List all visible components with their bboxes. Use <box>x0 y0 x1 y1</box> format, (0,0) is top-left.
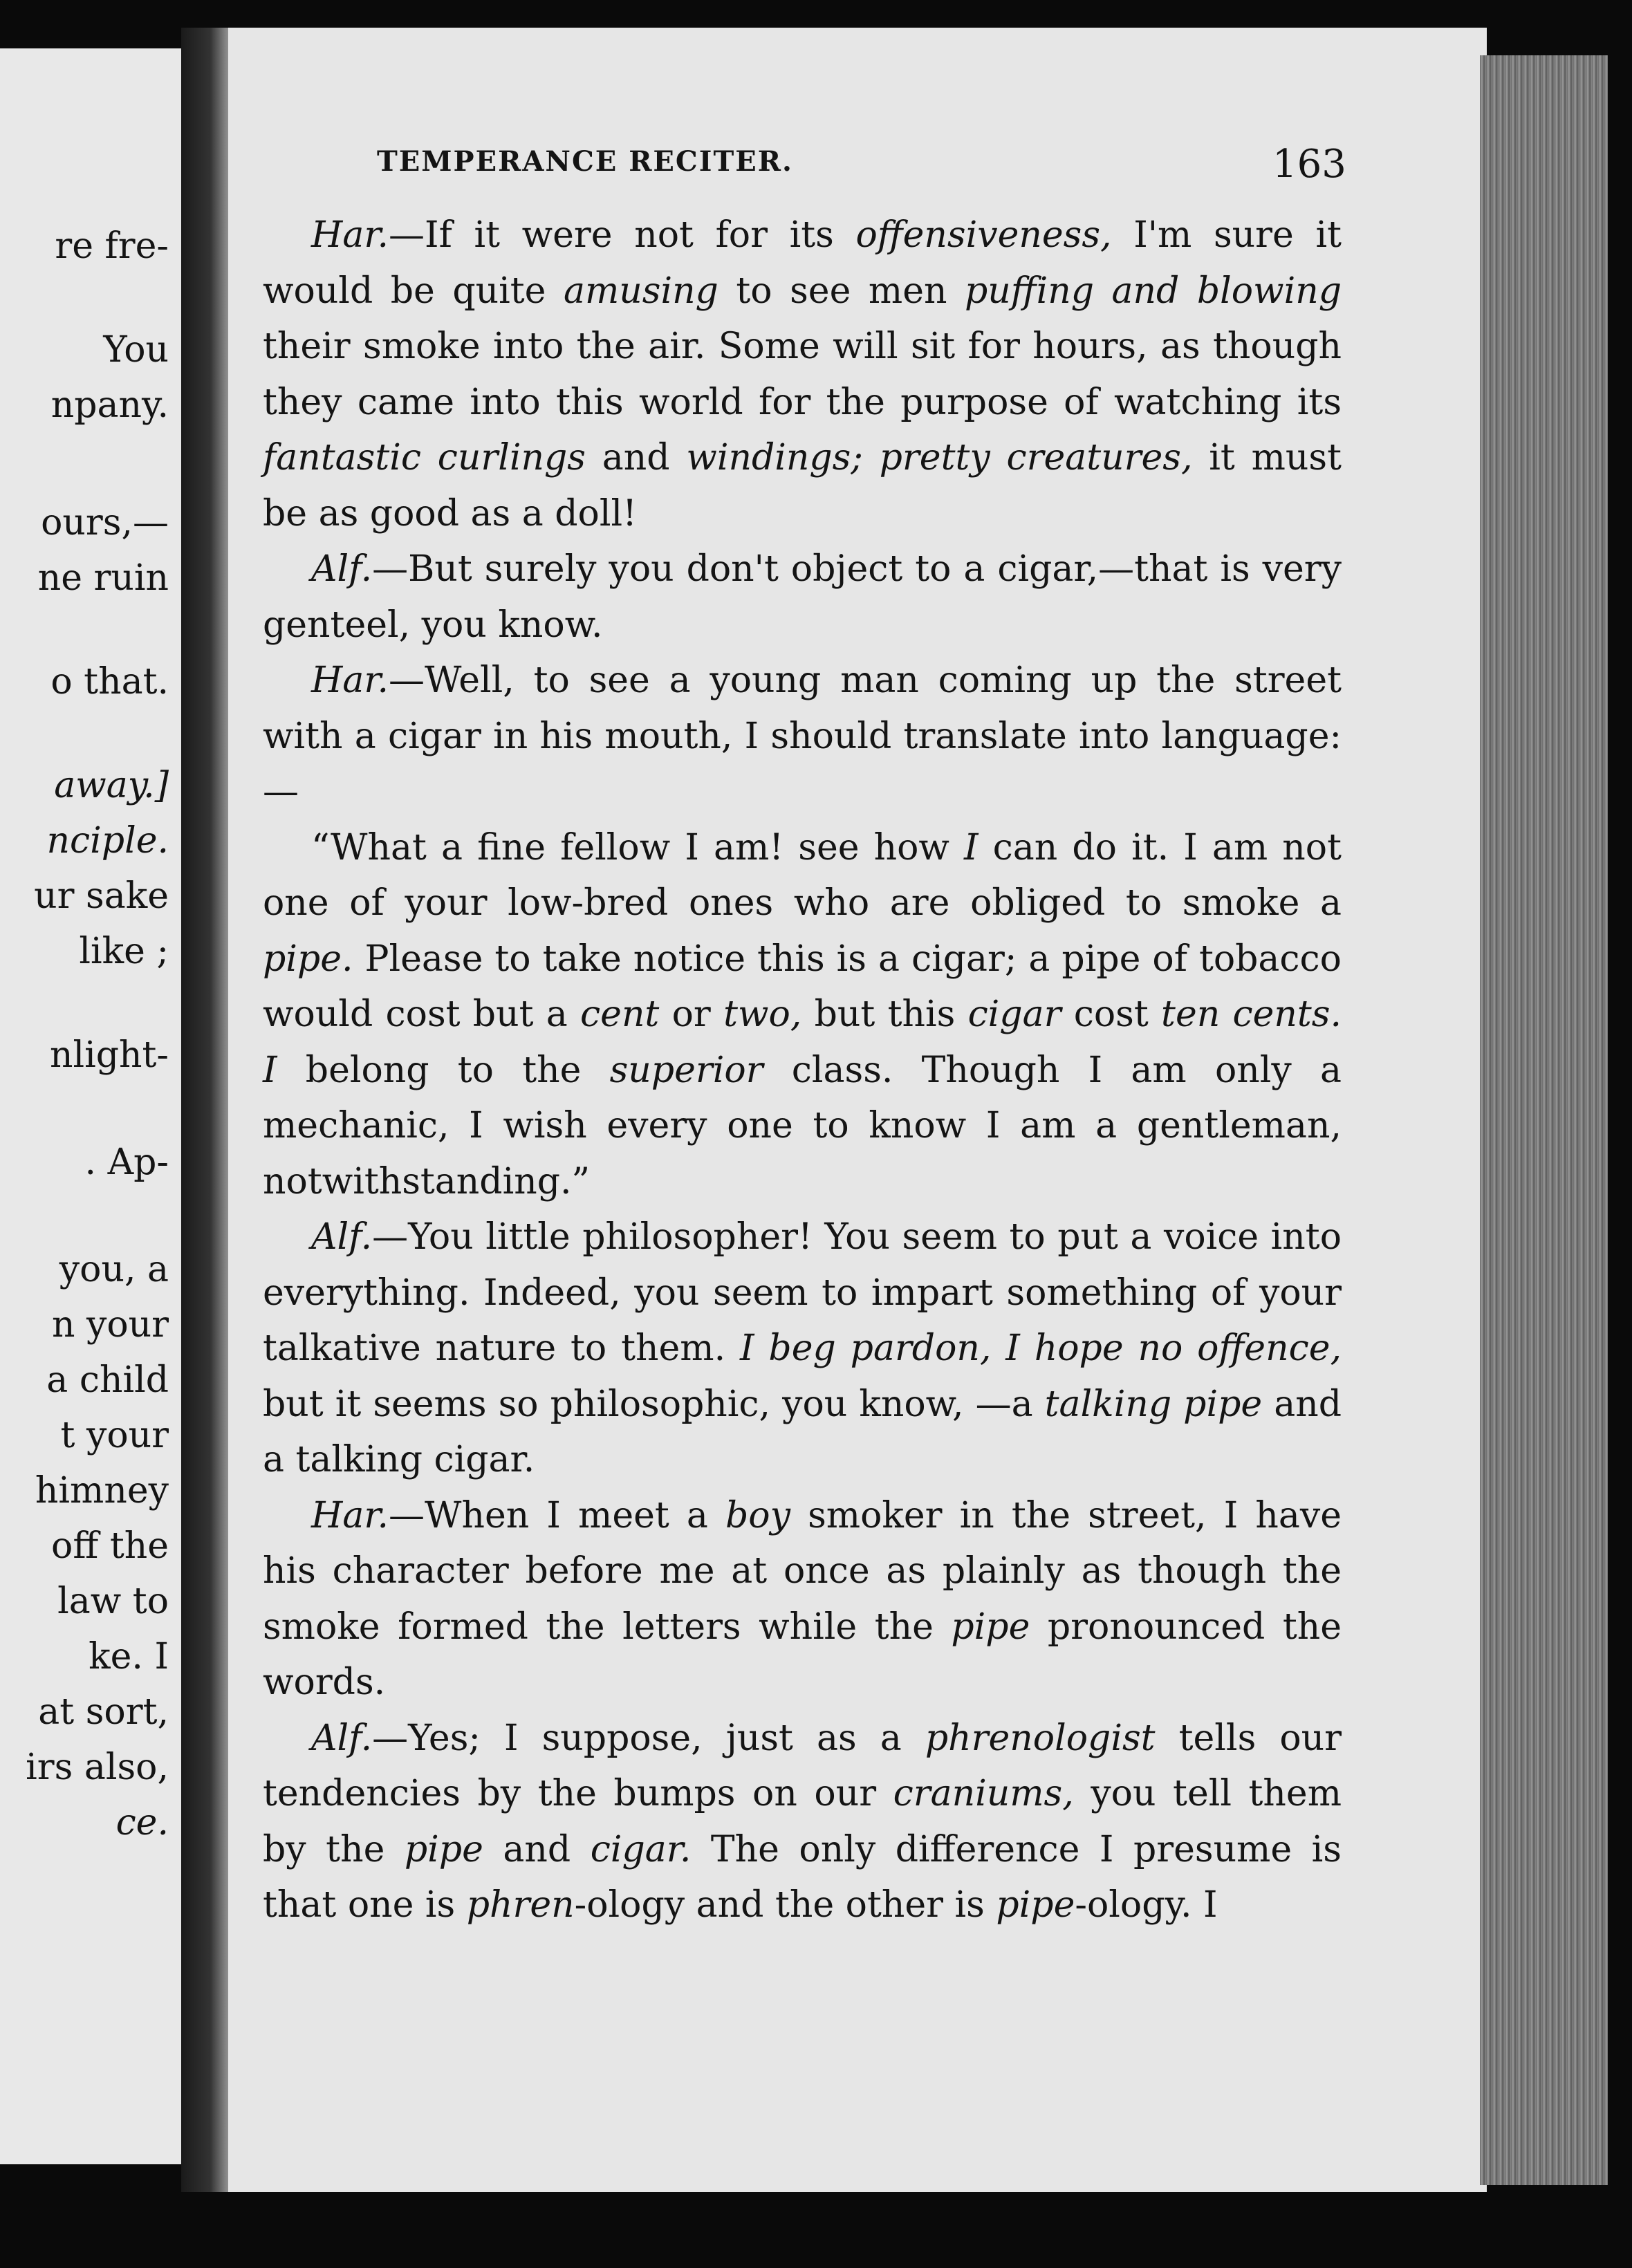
emphasized-text: ten cents. <box>1161 994 1342 1035</box>
left-page-line: ours,— <box>41 502 169 543</box>
text-run: but it seems so philosophic, you know, —a <box>263 1383 1045 1425</box>
text-run: —But surely you don't object to a cigar,—that is very genteel, you know. <box>263 548 1342 646</box>
left-page-line: at sort, <box>38 1691 169 1733</box>
emphasized-text: I <box>263 1049 277 1091</box>
emphasized-text: windings; pretty creatures, <box>686 437 1193 478</box>
dialogue-paragraph <box>263 653 1342 820</box>
left-page-line: ne ruin <box>37 557 169 599</box>
emphasized-text: pipe <box>404 1828 483 1870</box>
emphasized-text: cigar. <box>590 1828 692 1870</box>
text-run: -ology and the other is <box>574 1884 996 1926</box>
page-edges <box>1480 55 1608 2185</box>
text-run: —You little philosopher! You seem to put a voice into everything. Indeed, you seem to impart something of your talkative nature to them. <box>263 1216 1342 1369</box>
text-run: and a talking cigar. <box>263 1383 1342 1480</box>
text-run: class. Though I am only a mechanic, I wish every one to know I am a gentleman, notwithstanding.” <box>263 1049 1342 1202</box>
left-page-line: t your <box>60 1415 169 1456</box>
dialogue-paragraph <box>263 1711 1342 1933</box>
book-gutter <box>181 28 230 2192</box>
text-run: to see men <box>718 270 965 312</box>
text-run: -ology. I <box>1075 1884 1218 1926</box>
emphasized-text: cent <box>580 994 660 1035</box>
text-run: or <box>659 994 724 1035</box>
text-run: —When I meet a <box>389 1494 725 1536</box>
speaker-name: Har. <box>311 214 389 256</box>
emphasized-text: cigar <box>967 994 1061 1035</box>
left-page-line: re fre- <box>55 225 169 267</box>
text-run: belong to the <box>277 1049 610 1091</box>
text-run: can do it. I am not one of your low-bred ones who are obliged to smoke a <box>263 826 1342 924</box>
left-page-line: ur sake <box>34 875 169 917</box>
speaker-name: Har. <box>311 660 389 701</box>
left-page-line: o that. <box>50 661 169 703</box>
emphasized-text: superior <box>609 1049 763 1091</box>
left-page-line: nlight- <box>50 1034 169 1076</box>
speaker-name: Alf. <box>311 1216 373 1258</box>
emphasized-text: phren <box>466 1884 575 1926</box>
text-run: smoker in the street, I have his character before me at once as plainly as though the smoke formed the letters while the <box>263 1494 1342 1648</box>
text-run: pronounced the words. <box>263 1606 1342 1703</box>
emphasized-text: offensiveness, <box>855 214 1112 256</box>
page-number: 163 <box>1272 142 1346 187</box>
left-page-line: npany. <box>50 384 169 426</box>
text-run: you tell them by the <box>263 1773 1342 1870</box>
text-run: tells our tendencies by the bumps on our <box>263 1717 1342 1814</box>
text-run: it must be as good as a doll! <box>263 437 1342 535</box>
dialogue-paragraph <box>263 207 1342 541</box>
left-page-line: law to <box>57 1581 169 1622</box>
dialogue-paragraph <box>263 820 1342 1210</box>
emphasized-text: pipe <box>951 1606 1030 1648</box>
text-run: The only difference I presume is that one is <box>263 1828 1342 1926</box>
text-run: “What a fine fellow I am! see how <box>311 826 965 868</box>
text-run: I'm sure it would be quite <box>263 214 1342 312</box>
left-page-line: nciple. <box>46 820 169 862</box>
emphasized-text: amusing <box>563 270 718 312</box>
emphasized-text: phrenologist <box>925 1717 1156 1759</box>
dialogue-paragraph <box>263 541 1342 653</box>
emphasized-text: puffing and blowing <box>964 270 1342 312</box>
text-run: but this <box>801 994 968 1035</box>
speaker-name: Alf. <box>311 1717 373 1759</box>
text-run: —Yes; I suppose, just as a <box>372 1717 925 1759</box>
text-run: and <box>585 437 687 478</box>
text-run: —If it were not for its <box>389 214 856 256</box>
left-page-line: like ; <box>79 931 169 972</box>
left-page-line: irs also, <box>26 1747 169 1788</box>
left-page-line: a child <box>46 1359 169 1401</box>
text-run: their smoke into the air. Some will sit for hours, as though they came into this world for the purpose of watching its <box>263 326 1342 423</box>
left-page-line: away.] <box>54 765 169 806</box>
left-page-line: himney <box>35 1470 169 1512</box>
left-page-line: off the <box>51 1525 169 1567</box>
emphasized-text: two, <box>723 994 802 1035</box>
text-run: —Well, to see a young man coming up the street with a cigar in his mouth, I should translate into language:— <box>263 660 1342 812</box>
left-page-line: n your <box>51 1304 169 1346</box>
left-page-line: You <box>103 329 169 371</box>
speaker-name: Alf. <box>311 548 373 590</box>
dialogue-paragraph <box>263 1488 1342 1711</box>
emphasized-text: I beg pardon, I hope no offence, <box>739 1328 1342 1369</box>
emphasized-text: pipe. <box>263 938 353 980</box>
left-page-line: . Ap- <box>84 1142 169 1183</box>
emphasized-text: I <box>964 826 979 868</box>
emphasized-text: boy <box>725 1494 790 1536</box>
left-page-line: you, a <box>59 1249 169 1290</box>
left-page-fragment <box>0 48 181 2164</box>
emphasized-text: craniums, <box>893 1773 1074 1814</box>
speaker-name: Har. <box>311 1494 389 1536</box>
text-run: cost <box>1061 994 1162 1035</box>
left-page-line: ke. I <box>89 1636 169 1677</box>
dialogue-paragraph <box>263 1209 1342 1488</box>
emphasized-text: talking pipe <box>1044 1383 1263 1425</box>
left-page-line: ce. <box>115 1802 169 1843</box>
text-run: and <box>483 1828 591 1870</box>
emphasized-text: fantastic curlings <box>263 437 586 478</box>
running-head: TEMPERANCE RECITER. <box>377 145 793 178</box>
text-run: Please to take notice this is a cigar; a pipe of tobacco would cost but a <box>263 938 1342 1035</box>
emphasized-text: pipe <box>996 1884 1075 1926</box>
page-body-text <box>263 207 1342 1933</box>
